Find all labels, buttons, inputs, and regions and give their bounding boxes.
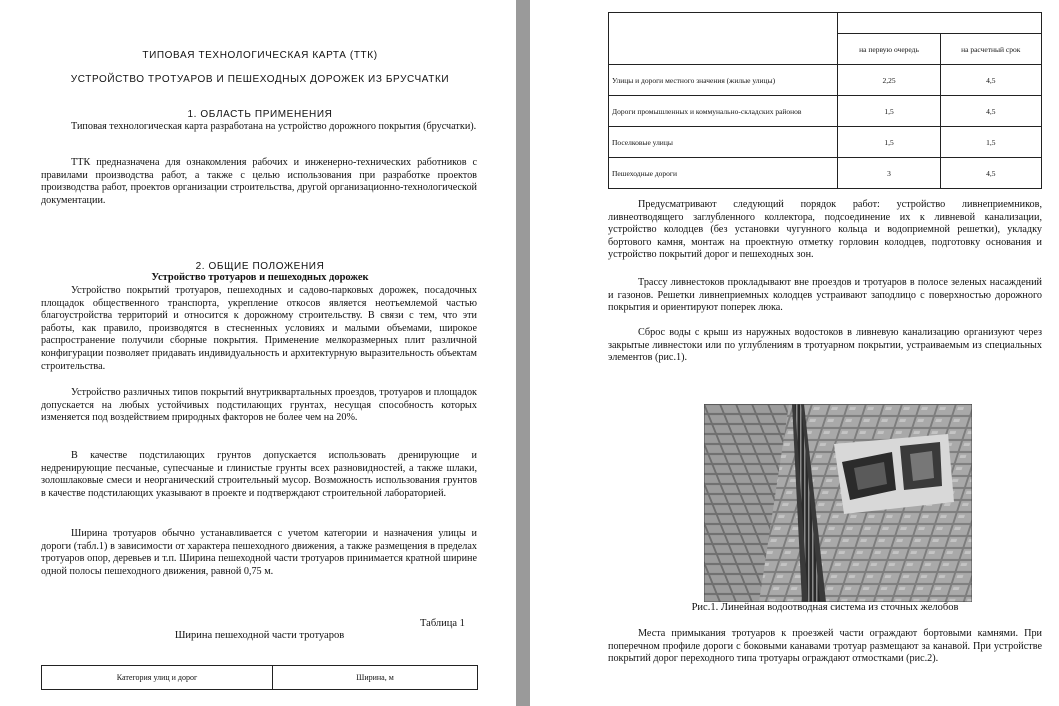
width-table-header bbox=[41, 665, 478, 690]
width-table-continued bbox=[608, 12, 1042, 189]
drainage-channel-photo bbox=[704, 404, 972, 602]
figure-caption: Рис.1. Линейная водоотводная система из сточных желобов bbox=[691, 602, 959, 613]
table-cell-first: 3 bbox=[838, 158, 940, 189]
table-number: Таблица 1 bbox=[420, 618, 465, 629]
table-cell-calc: 4,5 bbox=[940, 158, 1041, 189]
section2-paragraph-2: Устройство различных типов покрытий внутриквартальных проездов, тротуаров и площадок допускается на любых устойчивых подстилающих грунтах, несущая способность которых изменяется под воздействием природных факторов не более чем на 20%. bbox=[41, 387, 477, 424]
table-subheader-calc: на расчетный срок bbox=[940, 34, 1041, 65]
document-subtitle: УСТРОЙСТВО ТРОТУАРОВ И ПЕШЕХОДНЫХ ДОРОЖЕК ИЗ БРУСЧАТКИ bbox=[70, 74, 450, 85]
right-paragraph-4: Места примыкания тротуаров к проезжей части ограждают бортовыми камнями. При поперечном профиле дороги с боковыми канавами тротуар размещают за канавой. При устройстве покрытий дорог переходного типа тротуары ограждают отмостками (рис.2). bbox=[608, 628, 1042, 665]
document-title: ТИПОВАЯ ТЕХНОЛОГИЧЕСКАЯ КАРТА (ТТК) bbox=[142, 50, 378, 61]
table-header-width: Ширина, м bbox=[273, 666, 478, 690]
table-cell-first: 2,25 bbox=[838, 65, 940, 96]
table-row bbox=[609, 127, 1042, 158]
page-gutter bbox=[516, 0, 530, 706]
section1-paragraph-2: ТТК предназначена для ознакомления рабочих и инженерно-технических работников с правилами производства работ, а также с целью использования при разработке проектов производства работ, проектов организации строительства, другой организационно-технологической документации. bbox=[41, 157, 477, 206]
table-cell-empty bbox=[609, 13, 838, 65]
right-paragraph-3: Сброс воды с крыш из наружных водостоков в ливневую канализацию организуют через закрытые ливнестоки или по углублениям в тротуарном покрытии, устраиваемым из специальных элементов (рис.1). bbox=[608, 327, 1042, 364]
table-header-category: Категория улиц и дорог bbox=[42, 666, 273, 690]
table-cell-category: Дороги промышленных и коммунально-складских районов bbox=[609, 96, 838, 127]
right-paragraph-1: Предусматривают следующий порядок работ: устройство ливнеприемников, ливнеотводящего заглубленного коллектора, подсоединение их к ливневой канализации, устройство колодцев (без установки чугунного кольца и водоприемной решетки), укладку бортового камня, монтаж на проектную отметку горловин колодцев, подготовку основания и устройство покрытий дорог и пешеходных зон. bbox=[608, 199, 1042, 261]
table-row bbox=[609, 158, 1042, 189]
section1-paragraph-1: Типовая технологическая карта разработана на устройство дорожного покрытия (брусчатки). bbox=[71, 121, 477, 132]
section1-heading: 1. ОБЛАСТЬ ПРИМЕНЕНИЯ bbox=[187, 109, 333, 120]
table-cell-first: 1,5 bbox=[838, 127, 940, 158]
section2-paragraph-1: Устройство покрытий тротуаров, пешеходных и садово-парковых дорожек, посадочных площадок общественного транспорта, укрепление откосов является неотъемлемой частью благоустройства территорий и относится к дорожному строительству. В связи с тем, что эти работы, как правило, производятся в стесненных условиях и малыми объемами, широкое распространение получили сборные покрытия. Применение мелкоразмерных плит различной конфигурации позволяет придавать индивидуальность и архитектурную выразительность объектам строительства. bbox=[41, 285, 477, 372]
right-paragraph-2: Трассу ливнестоков прокладывают вне проездов и тротуаров в полосе зеленых насаждений и газонов. Решетки ливнеприемных колодцев устраивают заподлицо с поверхностью дорожного покрытия и ориентируют поперек люка. bbox=[608, 277, 1042, 314]
table-row bbox=[609, 65, 1042, 96]
table-cell-calc: 4,5 bbox=[940, 96, 1041, 127]
table-cell-empty bbox=[838, 13, 1042, 34]
table-cell-category: Поселковые улицы bbox=[609, 127, 838, 158]
table-cell-category: Пешеходные дороги bbox=[609, 158, 838, 189]
section2-paragraph-4: Ширина тротуаров обычно устанавливается с учетом категории и назначения улицы и дороги (табл.1) в зависимости от характера пешеходного движения, а также размещения в пределах тротуаров опор, деревьев и т.п. Ширина пешеходной части тротуаров принимается кратной ширине одной полосы пешеходного движения, равной 0,75 м. bbox=[41, 528, 477, 577]
section2-paragraph-3: В качестве подстилающих грунтов допускается использовать дренирующие и недренирующие песчаные, супесчаные и глинистые грунты всех разновидностей, а также шлаки, золошлаковые смеси и неорганический строительный мусор. Возможность использования грунтов в качестве подстилающих указывают в проекте и подтверждают строительной лабораторией. bbox=[41, 450, 477, 499]
table-cell-calc: 4,5 bbox=[940, 65, 1041, 96]
table-cell-calc: 1,5 bbox=[940, 127, 1041, 158]
section2-subheading: Устройство тротуаров и пешеходных дорожек bbox=[151, 272, 369, 283]
table-title: Ширина пешеходной части тротуаров bbox=[174, 630, 345, 641]
table-row bbox=[609, 96, 1042, 127]
table-cell-category: Улицы и дороги местного значения (жилые улицы) bbox=[609, 65, 838, 96]
section2-heading: 2. ОБЩИЕ ПОЛОЖЕНИЯ bbox=[195, 261, 325, 272]
table-subheader-first: на первую очередь bbox=[838, 34, 940, 65]
table-cell-first: 1,5 bbox=[838, 96, 940, 127]
